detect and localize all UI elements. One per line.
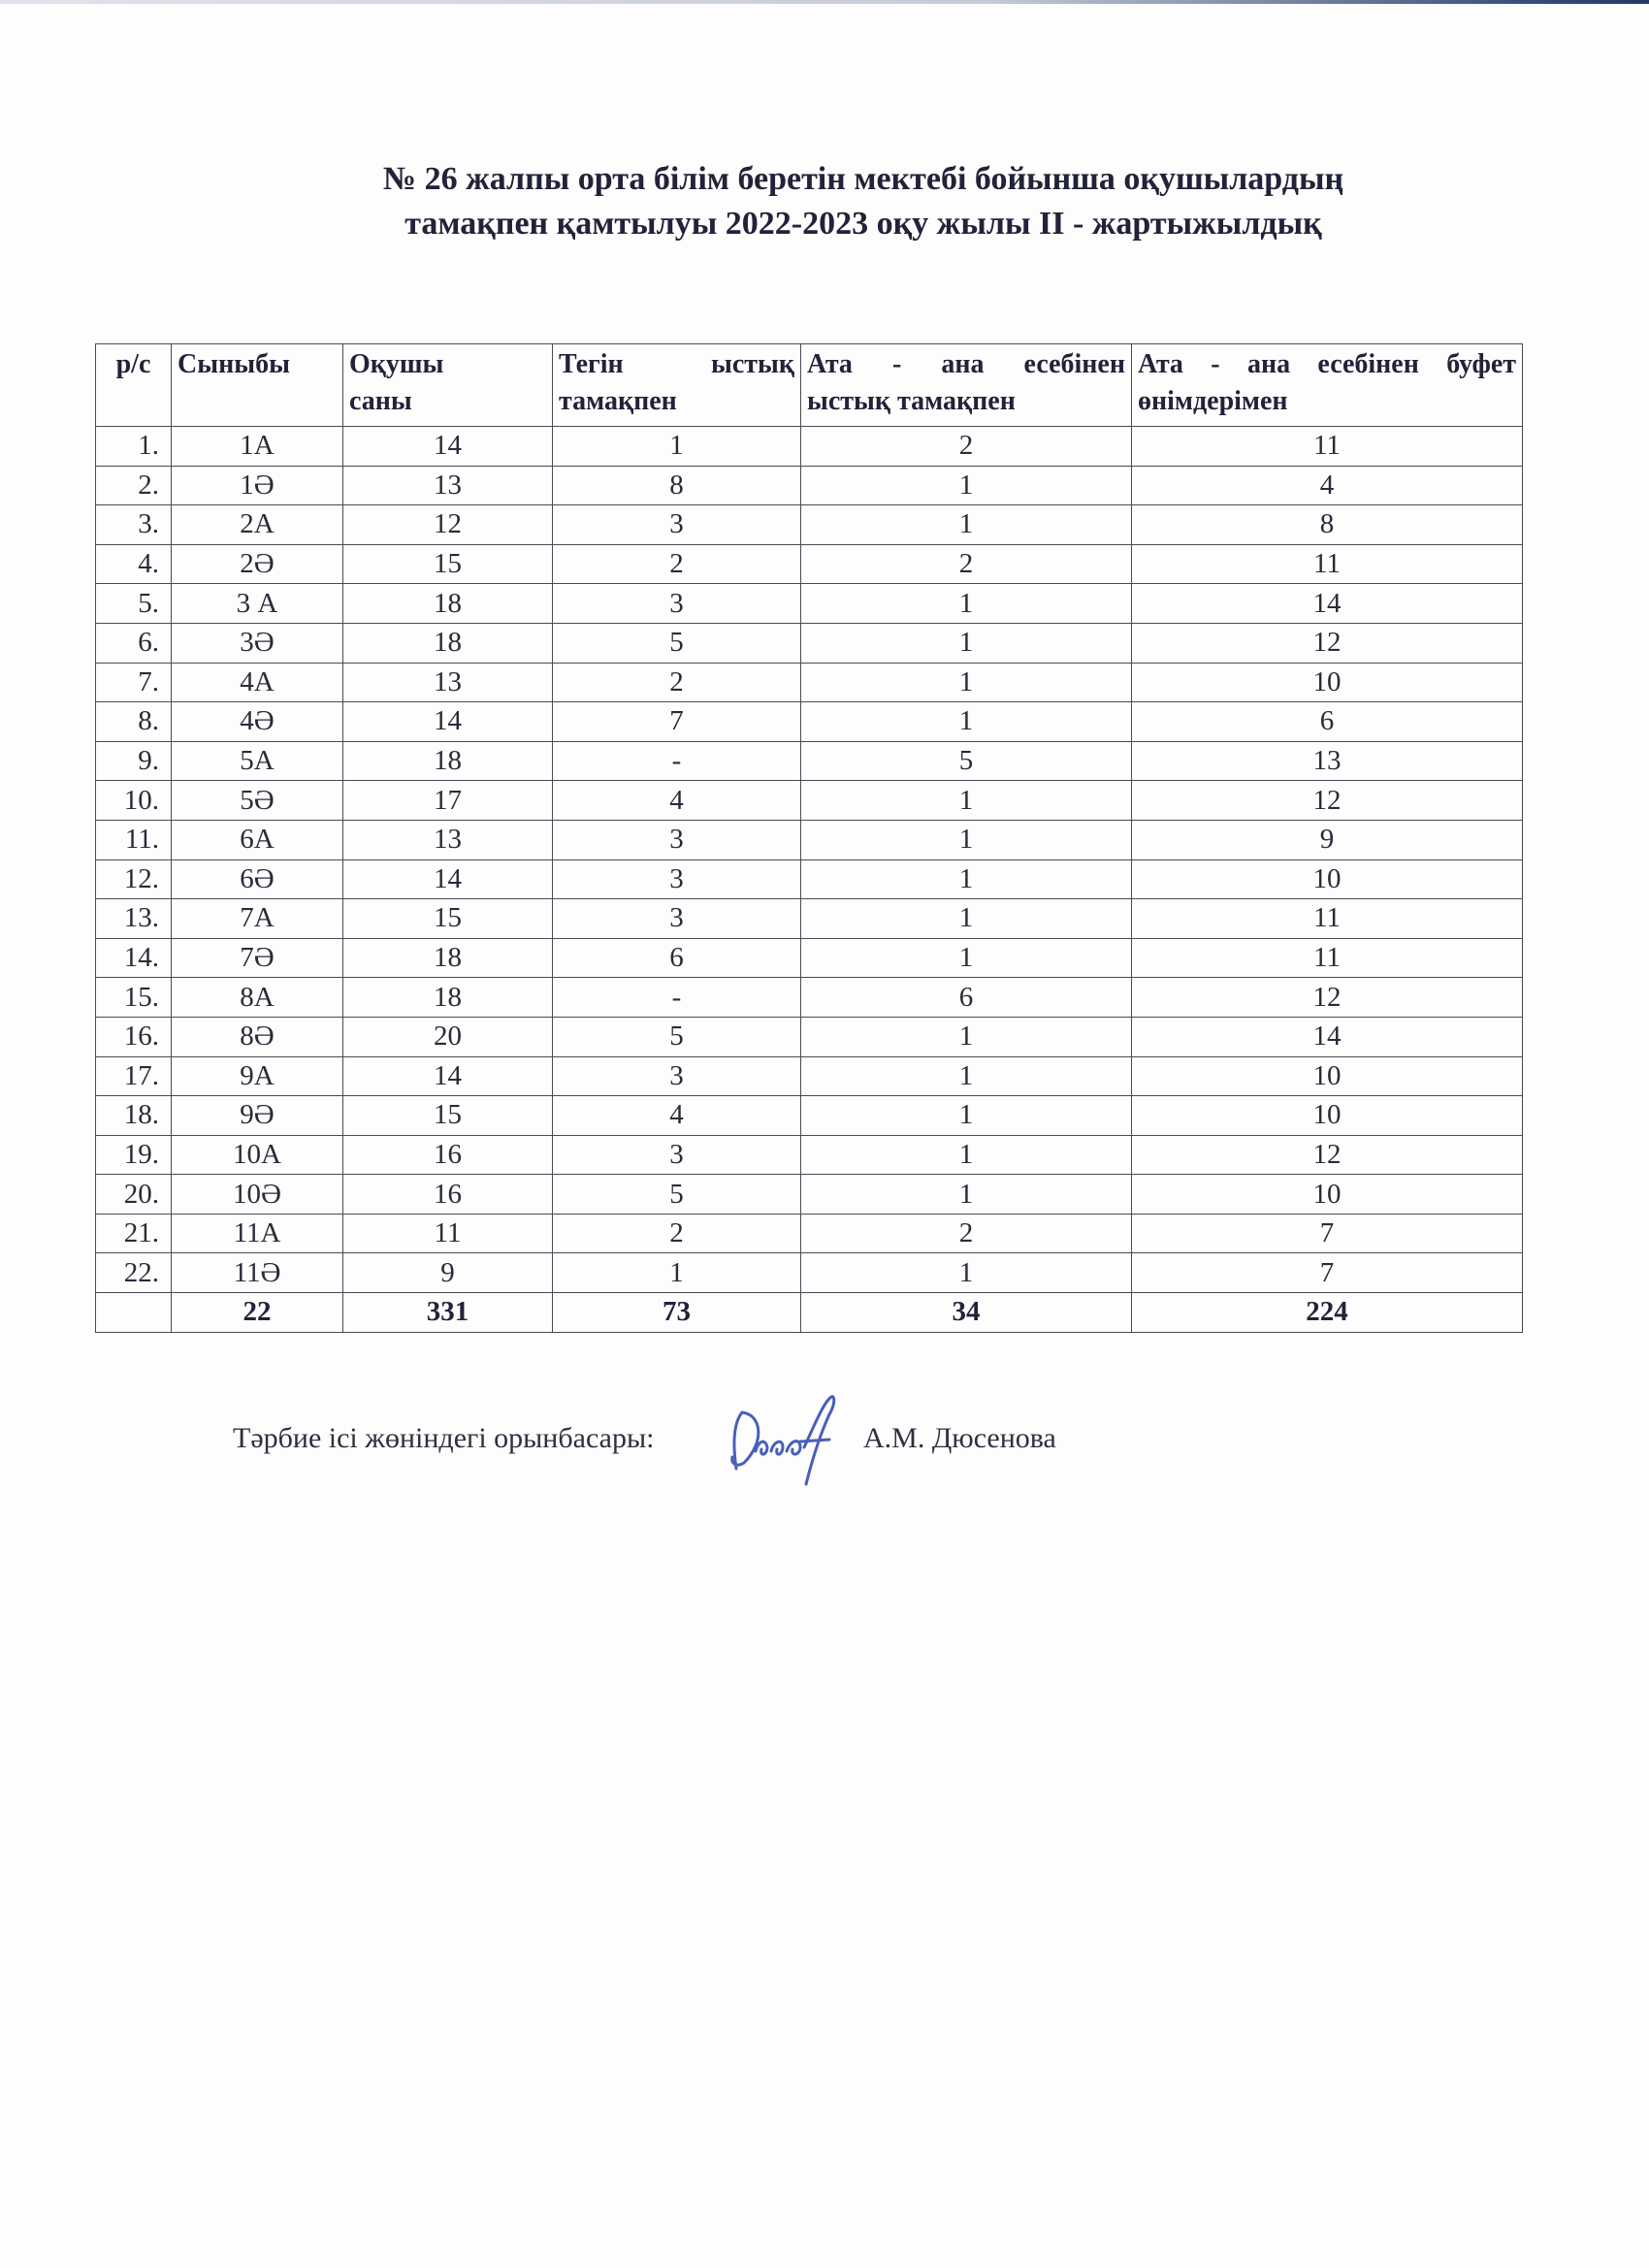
table-cell: 4. bbox=[96, 544, 172, 584]
table-row bbox=[96, 544, 1523, 584]
table-cell: 16 bbox=[343, 1175, 553, 1215]
table-cell: 14 bbox=[1132, 1017, 1523, 1056]
table-cell: 5 bbox=[553, 1017, 801, 1056]
table-cell: 5 bbox=[553, 1175, 801, 1215]
table-cell: 7Ә bbox=[172, 938, 343, 978]
table-cell: 12 bbox=[1132, 781, 1523, 821]
table-cell: 1 bbox=[801, 623, 1132, 663]
table-cell: 8 bbox=[1132, 505, 1523, 545]
table-cell: 7 bbox=[1132, 1253, 1523, 1293]
table-cell: 6 bbox=[553, 938, 801, 978]
table-cell: 2 bbox=[553, 544, 801, 584]
table-cell: 21. bbox=[96, 1214, 172, 1253]
table-cell: 2 bbox=[553, 1214, 801, 1253]
table-cell: 11 bbox=[1132, 544, 1523, 584]
table-row bbox=[96, 663, 1523, 702]
table-cell: 18 bbox=[343, 584, 553, 624]
table-row bbox=[96, 1096, 1523, 1136]
table-cell: 1 bbox=[801, 820, 1132, 859]
table-cell: 12 bbox=[1132, 978, 1523, 1018]
table-cell: 8. bbox=[96, 702, 172, 742]
table-cell: 1 bbox=[801, 505, 1132, 545]
table-cell: 5А bbox=[172, 741, 343, 781]
table-cell: 18 bbox=[343, 978, 553, 1018]
table-row bbox=[96, 505, 1523, 545]
header-class: Сыныбы bbox=[172, 344, 343, 427]
header-parents-buffet: Ата - ана есебінен буфет өнімдерімен bbox=[1132, 344, 1523, 427]
header-students: Оқушы саны bbox=[343, 344, 553, 427]
header-num: р/с bbox=[96, 344, 172, 427]
table-cell: 17. bbox=[96, 1056, 172, 1096]
document-title bbox=[175, 157, 1552, 246]
table-cell: 16 bbox=[343, 1135, 553, 1175]
table-row bbox=[96, 859, 1523, 899]
table-cell: 13. bbox=[96, 899, 172, 939]
total-cell: 331 bbox=[343, 1293, 553, 1333]
table-cell: 16. bbox=[96, 1017, 172, 1056]
table-cell: 4 bbox=[553, 781, 801, 821]
table-cell: 4Ә bbox=[172, 702, 343, 742]
table-row bbox=[96, 978, 1523, 1018]
table-cell: 10 bbox=[1132, 1096, 1523, 1136]
handwritten-signature bbox=[723, 1383, 849, 1490]
table-cell: 13 bbox=[343, 663, 553, 702]
table-cell: 3Ә bbox=[172, 623, 343, 663]
total-cell: 73 bbox=[553, 1293, 801, 1333]
table-cell: 1 bbox=[801, 663, 1132, 702]
table-cell: 7. bbox=[96, 663, 172, 702]
table-cell: 11. bbox=[96, 820, 172, 859]
table-cell: 20. bbox=[96, 1175, 172, 1215]
table-cell: 6Ә bbox=[172, 859, 343, 899]
table-cell: 9Ә bbox=[172, 1096, 343, 1136]
table-cell: 9 bbox=[343, 1253, 553, 1293]
table-cell: 2 bbox=[801, 544, 1132, 584]
table-cell: 6 bbox=[801, 978, 1132, 1018]
table-cell: 1 bbox=[553, 427, 801, 467]
table-cell: 14. bbox=[96, 938, 172, 978]
table-cell: 10 bbox=[1132, 663, 1523, 702]
table-row bbox=[96, 938, 1523, 978]
table-cell: 3 bbox=[553, 820, 801, 859]
table-cell: 1 bbox=[801, 899, 1132, 939]
table-cell: 1 bbox=[801, 1253, 1132, 1293]
table-row bbox=[96, 1056, 1523, 1096]
table-cell: 3 bbox=[553, 1135, 801, 1175]
table-cell: 7А bbox=[172, 899, 343, 939]
total-cell: 224 bbox=[1132, 1293, 1523, 1333]
table-cell: 1. bbox=[96, 427, 172, 467]
table-cell: 15 bbox=[343, 544, 553, 584]
table-cell: 12. bbox=[96, 859, 172, 899]
table-cell: 10 bbox=[1132, 1175, 1523, 1215]
table-cell: 10 bbox=[1132, 1056, 1523, 1096]
header-free-hot-meals: Тегін ыстық тамақпен bbox=[553, 344, 801, 427]
table-cell: 15 bbox=[343, 899, 553, 939]
table-cell: 1 bbox=[801, 584, 1132, 624]
table-cell: 17 bbox=[343, 781, 553, 821]
table-body bbox=[96, 427, 1523, 1333]
table-cell: 20 bbox=[343, 1017, 553, 1056]
table-cell: 9 bbox=[1132, 820, 1523, 859]
table-cell: 13 bbox=[343, 820, 553, 859]
table-cell: 1 bbox=[801, 859, 1132, 899]
table-cell: 14 bbox=[343, 427, 553, 467]
table-total-row bbox=[96, 1293, 1523, 1333]
table-row bbox=[96, 702, 1523, 742]
table-row bbox=[96, 584, 1523, 624]
table-cell: 12 bbox=[343, 505, 553, 545]
table-cell: 12 bbox=[1132, 623, 1523, 663]
table-cell: 18 bbox=[343, 623, 553, 663]
table-row bbox=[96, 781, 1523, 821]
table-cell: 3 bbox=[553, 1056, 801, 1096]
table-cell: 5 bbox=[801, 741, 1132, 781]
table-cell: 13 bbox=[343, 466, 553, 505]
table-cell: 4 bbox=[553, 1096, 801, 1136]
table-cell: 1 bbox=[801, 938, 1132, 978]
table-row bbox=[96, 1214, 1523, 1253]
table-cell: 1 bbox=[801, 1096, 1132, 1136]
total-cell bbox=[96, 1293, 172, 1333]
table-cell: 1 bbox=[801, 1175, 1132, 1215]
total-cell: 34 bbox=[801, 1293, 1132, 1333]
table-cell: 7 bbox=[1132, 1214, 1523, 1253]
table-cell: 4 bbox=[1132, 466, 1523, 505]
table-cell: 1 bbox=[801, 781, 1132, 821]
table-row bbox=[96, 820, 1523, 859]
scan-top-edge bbox=[0, 0, 1649, 4]
table-cell: 14 bbox=[343, 702, 553, 742]
table-cell: 2 bbox=[553, 663, 801, 702]
table-header-row bbox=[96, 344, 1523, 427]
table-cell: 5. bbox=[96, 584, 172, 624]
table-cell: 1 bbox=[801, 466, 1132, 505]
title-line-1: № 26 жалпы орта білім беретін мектебі бойынша оқушылардың bbox=[382, 161, 1344, 197]
table-cell: 11 bbox=[1132, 427, 1523, 467]
table-row bbox=[96, 899, 1523, 939]
table-cell: 1 bbox=[801, 702, 1132, 742]
table-cell: 11Ә bbox=[172, 1253, 343, 1293]
table-row bbox=[96, 741, 1523, 781]
table-cell: 3 bbox=[553, 505, 801, 545]
table-cell: 1Ә bbox=[172, 466, 343, 505]
signature-role: Тәрбие ісі жөніндегі орынбасары: bbox=[233, 1422, 655, 1454]
table-row bbox=[96, 427, 1523, 467]
meals-table bbox=[95, 343, 1523, 1333]
table-cell: 6А bbox=[172, 820, 343, 859]
table-cell: 18. bbox=[96, 1096, 172, 1136]
table-cell: 11 bbox=[1132, 899, 1523, 939]
table-cell: 1 bbox=[801, 1017, 1132, 1056]
table-cell: 10. bbox=[96, 781, 172, 821]
table-cell: 14 bbox=[343, 1056, 553, 1096]
table-row bbox=[96, 1017, 1523, 1056]
table-cell: 8А bbox=[172, 978, 343, 1018]
total-cell: 22 bbox=[172, 1293, 343, 1333]
signature-name: А.М. Дюсенова bbox=[863, 1422, 1056, 1454]
table-cell: 6 bbox=[1132, 702, 1523, 742]
table-cell: 18 bbox=[343, 741, 553, 781]
table-cell: 18 bbox=[343, 938, 553, 978]
table-cell: 6. bbox=[96, 623, 172, 663]
table-cell: 10 bbox=[1132, 859, 1523, 899]
table-cell: 14 bbox=[1132, 584, 1523, 624]
table-cell: 3 bbox=[553, 859, 801, 899]
title-line-2: тамақпен қамтылуы 2022-2023 оқу жылы II - жартыжылдық bbox=[404, 206, 1322, 242]
table-cell: 1 bbox=[801, 1056, 1132, 1096]
table-cell: 15 bbox=[343, 1096, 553, 1136]
table-row bbox=[96, 1175, 1523, 1215]
table-row bbox=[96, 623, 1523, 663]
table-row bbox=[96, 466, 1523, 505]
table-row bbox=[96, 1253, 1523, 1293]
table-cell: 8Ә bbox=[172, 1017, 343, 1056]
table-cell: 5 bbox=[553, 623, 801, 663]
table-cell: 14 bbox=[343, 859, 553, 899]
table-cell: 11А bbox=[172, 1214, 343, 1253]
table-cell: 3 bbox=[553, 584, 801, 624]
table-cell: 9А bbox=[172, 1056, 343, 1096]
table-cell: 3 А bbox=[172, 584, 343, 624]
table-cell: 15. bbox=[96, 978, 172, 1018]
table-cell: 3. bbox=[96, 505, 172, 545]
table-cell: 2 bbox=[801, 427, 1132, 467]
table-cell: 2. bbox=[96, 466, 172, 505]
table-cell: 9. bbox=[96, 741, 172, 781]
table-cell: 5Ә bbox=[172, 781, 343, 821]
table-cell: - bbox=[553, 978, 801, 1018]
table-cell: 22. bbox=[96, 1253, 172, 1293]
table-cell: 8 bbox=[553, 466, 801, 505]
table-cell: 4А bbox=[172, 663, 343, 702]
table-cell: 19. bbox=[96, 1135, 172, 1175]
table-cell: 13 bbox=[1132, 741, 1523, 781]
table-cell: 11 bbox=[343, 1214, 553, 1253]
table-cell: 1А bbox=[172, 427, 343, 467]
table-cell: 3 bbox=[553, 899, 801, 939]
table-cell: 7 bbox=[553, 702, 801, 742]
table-cell: 2А bbox=[172, 505, 343, 545]
table-cell: - bbox=[553, 741, 801, 781]
table-cell: 1 bbox=[553, 1253, 801, 1293]
header-parents-hot-meals: Ата - ана есебінен ыстық тамақпен bbox=[801, 344, 1132, 427]
table-cell: 2 bbox=[801, 1214, 1132, 1253]
table-cell: 11 bbox=[1132, 938, 1523, 978]
table-cell: 1 bbox=[801, 1135, 1132, 1175]
table-cell: 10Ә bbox=[172, 1175, 343, 1215]
table-row bbox=[96, 1135, 1523, 1175]
table-cell: 12 bbox=[1132, 1135, 1523, 1175]
table-cell: 10А bbox=[172, 1135, 343, 1175]
table-cell: 2Ә bbox=[172, 544, 343, 584]
